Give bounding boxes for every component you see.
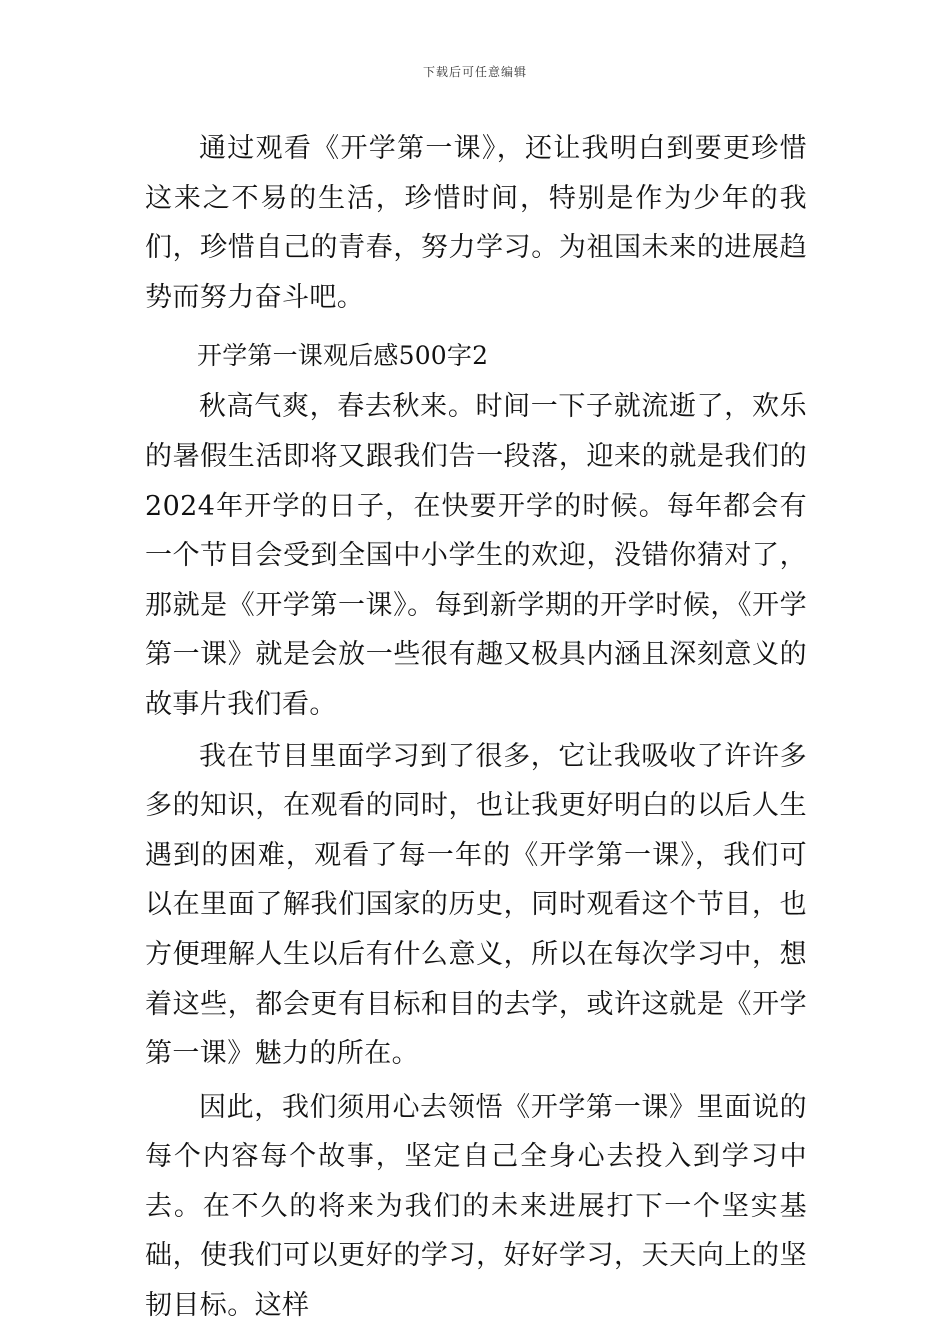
section-heading: 开学第一课观后感500字2 — [197, 341, 489, 371]
paragraph-2: 秋高气爽，春去秋来。时间一下子就流逝了，欢乐的暑假生活即将又跟我们告一段落，迎来的就是我们的2024年开学的日子，在快要开学的时候。每年都会有一个节目会受到全国中小学生的欢迎，没错你猜对了，那就是《开学第一课》。每到新学期的开学时候，《开学第一课》就是会放一些很有趣又极具内涵且深刻意义的故事片我们看。 — [145, 391, 807, 720]
page-header-note: 下载后可任意编辑 — [422, 65, 527, 79]
document-body — [145, 124, 807, 1331]
paragraph-4: 因此，我们须用心去领悟《开学第一课》里面说的每个内容每个故事，坚定自己全身心去投入到学习中去。在不久的将来为我们的未来进展打下一个坚实基础，使我们可以更好的学习，好好学习，天天向上的坚韧目标。这样 — [145, 1091, 807, 1322]
paragraph-3: 我在节目里面学习到了很多，它让我吸收了许许多多的知识，在观看的同时，也让我更好明白的以后人生遇到的困难，观看了每一年的《开学第一课》，我们可以在里面了解我们国家的历史，同时观看这个节目，也方便理解人生以后有什么意义，所以在每次学习中，想着这些，都会更有目标和目的去学，或许这就是《开学第一课》魅力的所在。 — [145, 740, 807, 1070]
paragraph-1: 通过观看《开学第一课》，还让我明白到要更珍惜这来之不易的生活，珍惜时间，特别是作为少年的我们，珍惜自己的青春，努力学习。为祖国未来的进展趋势而努力奋斗吧。 — [145, 133, 807, 313]
